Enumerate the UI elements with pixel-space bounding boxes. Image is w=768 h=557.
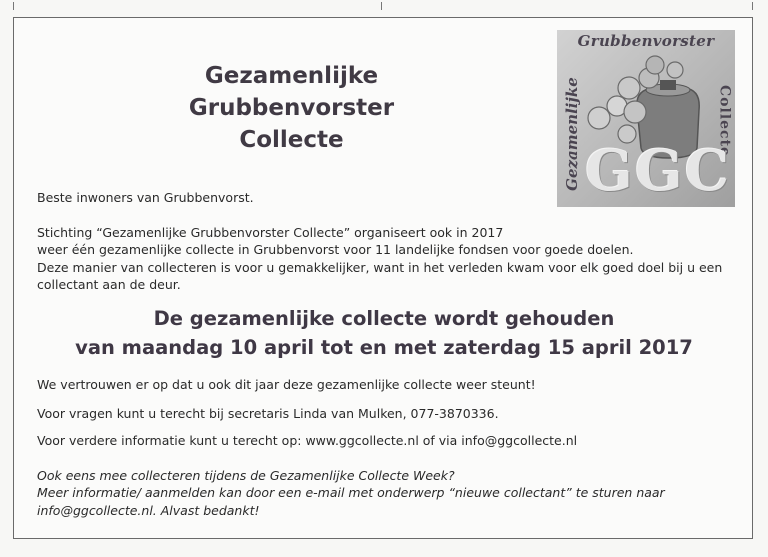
logo-text-top: Grubbenvorster: [577, 32, 715, 50]
logo-monogram: GGC: [585, 138, 732, 204]
crop-mark-center: [381, 2, 382, 10]
title-line-2: Grubbenvorster: [188, 95, 395, 121]
volunteer-callout-line-3: info@ggcollecte.nl. Alvast bedankt!: [37, 503, 260, 518]
intro-line-3: Deze manier van collecteren is voor u gemakkelijker, want in het verleden kwam voor elk goed doel bij u een: [37, 260, 723, 275]
volunteer-callout-line-2: Meer informatie/ aanmelden kan door een e-mail met onderwerp “nieuwe collectant” te sturen naar: [37, 485, 665, 500]
intro-line-2: weer één gezamenlijke collecte in Grubbenvorst voor 11 landelijke fondsen voor goede doelen.: [37, 242, 634, 257]
title-line-3: Collecte: [239, 127, 344, 153]
intro-line-1: Stichting “Gezamenlijke Grubbenvorster Collecte” organiseert ook in 2017: [37, 225, 504, 240]
title-line-1: Gezamenlijke: [204, 63, 379, 89]
announcement-title: [134, 60, 449, 156]
collection-dates-heading-line-2: van maandag 10 april tot en met zaterdag 15 april 2017: [75, 336, 693, 359]
support-text: We vertrouwen er op dat u ook dit jaar deze gezamenlijke collecte weer steunt!: [37, 377, 536, 392]
crop-mark-left: [13, 2, 14, 10]
announcement-frame: [13, 17, 753, 539]
volunteer-callout-line-1: Ook eens mee collecteren tijdens de Gezamenlijke Collecte Week?: [37, 468, 455, 483]
info-text: Voor verdere informatie kunt u terecht op: www.ggcollecte.nl of via info@ggcollecte.nl: [37, 433, 578, 448]
ggc-logo: [557, 30, 735, 207]
questions-text: Voor vragen kunt u terecht bij secretaris Linda van Mulken, 077-3870336.: [37, 406, 499, 421]
logo-text-left: Gezamenlijke: [563, 77, 581, 191]
logo-text-right: Collecte: [716, 85, 733, 157]
collection-dates-heading-line-1: De gezamenlijke collecte wordt gehouden: [153, 307, 615, 330]
crop-mark-right: [752, 2, 753, 10]
intro-line-4: collectant aan de deur.: [37, 277, 181, 292]
greeting: Beste inwoners van Grubbenvorst.: [37, 190, 254, 205]
